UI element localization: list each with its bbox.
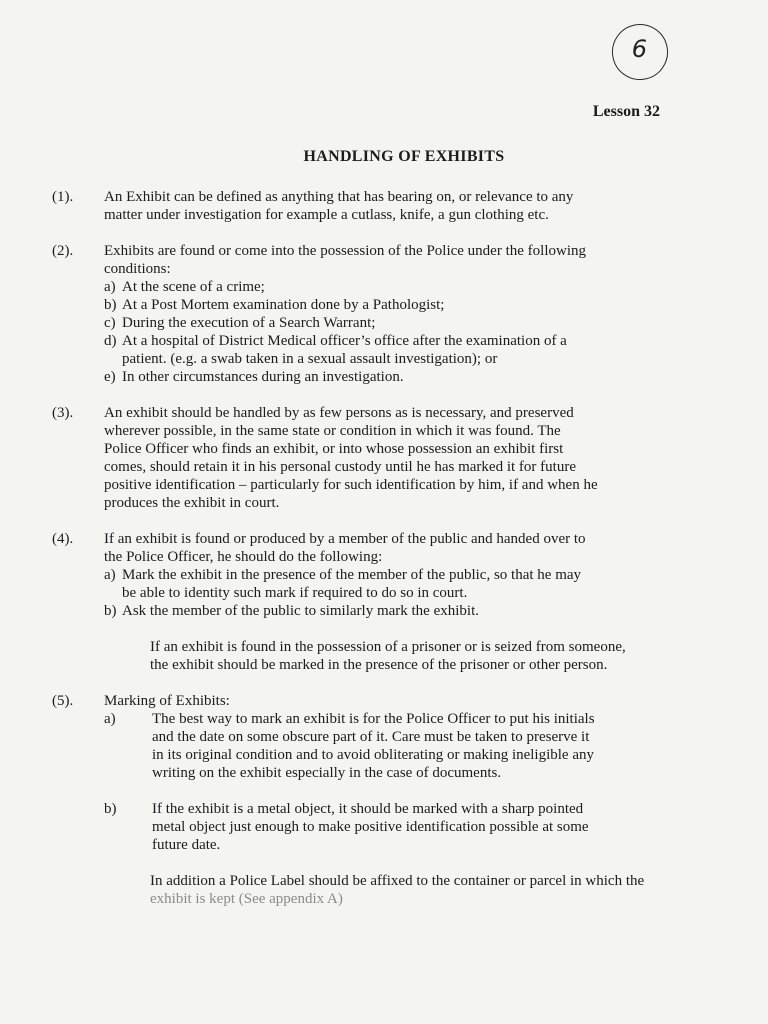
text-line: If an exhibit is found in the possession of a prisoner or is seized from someone, (150, 639, 626, 655)
list-label: d) (104, 333, 117, 349)
text-line: An exhibit should be handled by as few persons as is necessary, and preserved (104, 405, 574, 421)
paragraph-number: (5). (52, 693, 74, 709)
text-line: Police Officer who finds an exhibit, or into whose possession an exhibit first (104, 441, 564, 457)
text-line: During the execution of a Search Warrant; (122, 315, 376, 331)
text-line: matter under investigation for example a cutlass, knife, a gun clothing etc. (104, 207, 549, 223)
list-item (104, 710, 664, 782)
list-item (104, 800, 664, 854)
paragraph-2 (52, 242, 664, 386)
list-label: b) (104, 801, 117, 817)
page-number-stamp (607, 19, 673, 85)
text-line: produces the exhibit in court. (104, 495, 280, 511)
text-line: In addition a Police Label should be affixed to the container or parcel in which the (150, 873, 645, 889)
text-line: in its original condition and to avoid obliterating or making ineligible any (152, 747, 595, 763)
text-line: Ask the member of the public to similarly mark the exhibit. (122, 603, 480, 619)
paragraph-3 (52, 404, 664, 512)
lesson-label: Lesson 32 (592, 103, 660, 120)
text-line: The best way to mark an exhibit is for the Police Officer to put his initials (152, 711, 595, 727)
section-heading: Marking of Exhibits: (104, 693, 230, 709)
text-line: If an exhibit is found or produced by a member of the public and handed over to (104, 531, 586, 547)
text-line: wherever possible, in the same state or condition in which it was found. The (104, 423, 561, 439)
paragraph-number: (1). (52, 189, 74, 205)
paragraph-number: (2). (52, 243, 74, 259)
list-label: e) (104, 369, 116, 385)
page-title: HANDLING OF EXHIBITS (303, 148, 505, 165)
paragraph-5 (52, 692, 664, 854)
list-label: b) (104, 297, 117, 313)
list-label: a) (104, 279, 116, 295)
paragraph-4 (52, 530, 664, 620)
list-label: a) (104, 711, 116, 727)
list-item (104, 368, 664, 386)
list-label: c) (104, 315, 116, 331)
text-line: and the date on some obscure part of it. Care must be taken to preserve it (152, 729, 590, 745)
list-item (104, 314, 664, 332)
list-item (104, 278, 664, 296)
paragraph-4-note (150, 638, 690, 674)
text-line: exhibit is kept (See appendix A) (150, 891, 343, 907)
text-line: If the exhibit is a metal object, it should be marked with a sharp pointed (152, 801, 584, 817)
text-line: positive identification – particularly for such identification by him, if and when he (104, 477, 598, 493)
list-item (104, 566, 664, 602)
text-line: the Police Officer, he should do the following: (104, 549, 383, 565)
text-line: In other circumstances during an investigation. (122, 369, 404, 385)
paragraph-1 (52, 188, 664, 224)
paragraph-number: (4). (52, 531, 74, 547)
text-line: Mark the exhibit in the presence of the member of the public, so that he may (122, 567, 582, 583)
paragraph-number: (3). (52, 405, 74, 421)
list-label: a) (104, 567, 116, 583)
text-line: the exhibit should be marked in the presence of the prisoner or other person. (150, 657, 608, 673)
text-line: future date. (152, 837, 221, 853)
list-item (104, 296, 664, 314)
list-item (104, 602, 664, 620)
text-line: patient. (e.g. a swab taken in a sexual assault investigation); or (122, 351, 498, 367)
text-line: At the scene of a crime; (122, 279, 265, 295)
text-line: metal object just enough to make positive identification possible at some (152, 819, 589, 835)
paragraph-5-note (150, 872, 690, 908)
text-line: At a hospital of District Medical officer’s office after the examination of a (122, 333, 567, 349)
text-line: comes, should retain it in his personal custody until he has marked it for future (104, 459, 576, 475)
list-label: b) (104, 603, 117, 619)
text-line: At a Post Mortem examination done by a Pathologist; (122, 297, 445, 313)
text-line: conditions: (104, 261, 171, 277)
text-line: be able to identity such mark if required to do so in court. (122, 585, 468, 601)
list-item (104, 332, 664, 368)
text-line: An Exhibit can be defined as anything that has bearing on, or relevance to any (104, 189, 574, 205)
page-number: 6 (631, 35, 648, 64)
text-line: Exhibits are found or come into the possession of the Police under the following (104, 243, 586, 259)
text-line: writing on the exhibit especially in the case of documents. (152, 765, 502, 781)
